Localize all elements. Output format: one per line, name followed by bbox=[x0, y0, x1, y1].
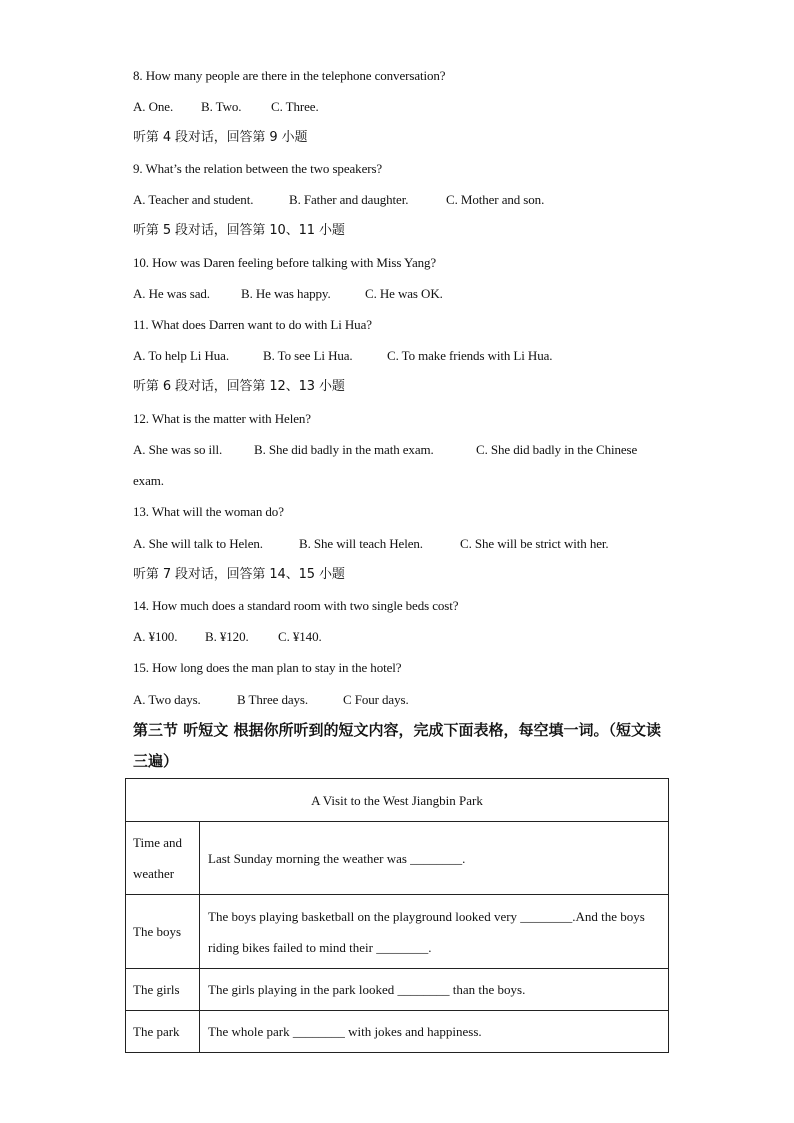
option-a: A. One. bbox=[133, 99, 174, 114]
row-content-time-weather: Last Sunday morning the weather was ________. bbox=[200, 822, 669, 895]
question-15-options bbox=[133, 692, 409, 708]
question-11-stem: 11. What does Darren want to do with Li Hua? bbox=[133, 317, 372, 332]
table-row bbox=[126, 1011, 669, 1053]
option-b: B. She will teach Helen. bbox=[299, 536, 423, 551]
table-title-row bbox=[126, 779, 669, 822]
table-row bbox=[126, 895, 669, 969]
question-9-stem: 9. What’s the relation between the two speakers? bbox=[133, 161, 383, 176]
option-c: C. She will be strict with her. bbox=[460, 536, 609, 551]
option-b: B. To see Li Hua. bbox=[263, 348, 353, 363]
option-a: A. She was so ill. bbox=[133, 442, 223, 457]
option-c: C. Mother and son. bbox=[446, 192, 545, 207]
question-8-options bbox=[133, 99, 319, 115]
option-a: A. Teacher and student. bbox=[133, 192, 254, 207]
option-c: C. Three. bbox=[271, 99, 319, 114]
option-b: B. He was happy. bbox=[241, 286, 331, 301]
instruction-dialogue-5: 听第 5 段对话，回答第 10、11 小题 bbox=[133, 223, 345, 238]
question-8-stem: 8. How many people are there in the telephone conversation? bbox=[133, 68, 446, 83]
option-a: A. To help Li Hua. bbox=[133, 348, 229, 363]
question-15-stem: 15. How long does the man plan to stay in the hotel? bbox=[133, 660, 402, 675]
option-c: C Four days. bbox=[343, 692, 409, 707]
instruction-dialogue-7: 听第 7 段对话，回答第 14、15 小题 bbox=[133, 567, 345, 582]
row-label-time-weather: Time and weather bbox=[126, 822, 200, 895]
option-c: C. He was OK. bbox=[365, 286, 443, 301]
table-row bbox=[126, 822, 669, 895]
question-14-options bbox=[133, 629, 322, 645]
option-a: A. Two days. bbox=[133, 692, 201, 707]
row-content-girls: The girls playing in the park looked ________ than the boys. bbox=[200, 969, 669, 1011]
question-9-options bbox=[133, 192, 544, 208]
question-12-options bbox=[133, 442, 637, 458]
row-label-girls: The girls bbox=[126, 969, 200, 1011]
question-10-stem: 10. How was Daren feeling before talking with Miss Yang? bbox=[133, 255, 437, 270]
option-a: A. ¥100. bbox=[133, 629, 178, 644]
row-label-park: The park bbox=[126, 1011, 200, 1053]
option-a: A. She will talk to Helen. bbox=[133, 536, 263, 551]
option-b: B. Two. bbox=[201, 99, 242, 114]
instruction-dialogue-6: 听第 6 段对话，回答第 12、13 小题 bbox=[133, 379, 345, 394]
row-label-boys: The boys bbox=[126, 895, 200, 969]
question-13-stem: 13. What will the woman do? bbox=[133, 504, 284, 519]
option-a: A. He was sad. bbox=[133, 286, 210, 301]
row-content-park: The whole park ________ with jokes and happiness. bbox=[200, 1011, 669, 1053]
option-c: C. To make friends with Li Hua. bbox=[387, 348, 553, 363]
option-b: B Three days. bbox=[237, 692, 309, 707]
option-c: C. She did badly in the Chinese bbox=[476, 442, 638, 457]
option-b: B. She did badly in the math exam. bbox=[254, 442, 434, 457]
table-title: A Visit to the West Jiangbin Park bbox=[126, 779, 669, 822]
question-14-stem: 14. How much does a standard room with two single beds cost? bbox=[133, 598, 459, 613]
question-12-stem: 12. What is the matter with Helen? bbox=[133, 411, 311, 426]
row-content-boys: The boys playing basketball on the playground looked very ________.And the boys riding bikes failed to mind their ________. bbox=[200, 895, 669, 969]
option-c: C. ¥140. bbox=[278, 629, 322, 644]
question-11-options bbox=[133, 348, 552, 364]
fill-in-table bbox=[125, 778, 669, 1053]
table-row bbox=[126, 969, 669, 1011]
question-10-options bbox=[133, 286, 443, 302]
option-b: B. ¥120. bbox=[205, 629, 249, 644]
instruction-dialogue-4: 听第 4 段对话，回答第 9 小题 bbox=[133, 130, 308, 145]
question-13-options bbox=[133, 536, 609, 552]
option-b: B. Father and daughter. bbox=[289, 192, 409, 207]
question-12-option-c-continued: exam. bbox=[133, 473, 164, 488]
section-3-heading: 第三节 听短文 根据你所听到的短文内容，完成下面表格，每空填一词。（短文读三遍） bbox=[133, 721, 661, 770]
